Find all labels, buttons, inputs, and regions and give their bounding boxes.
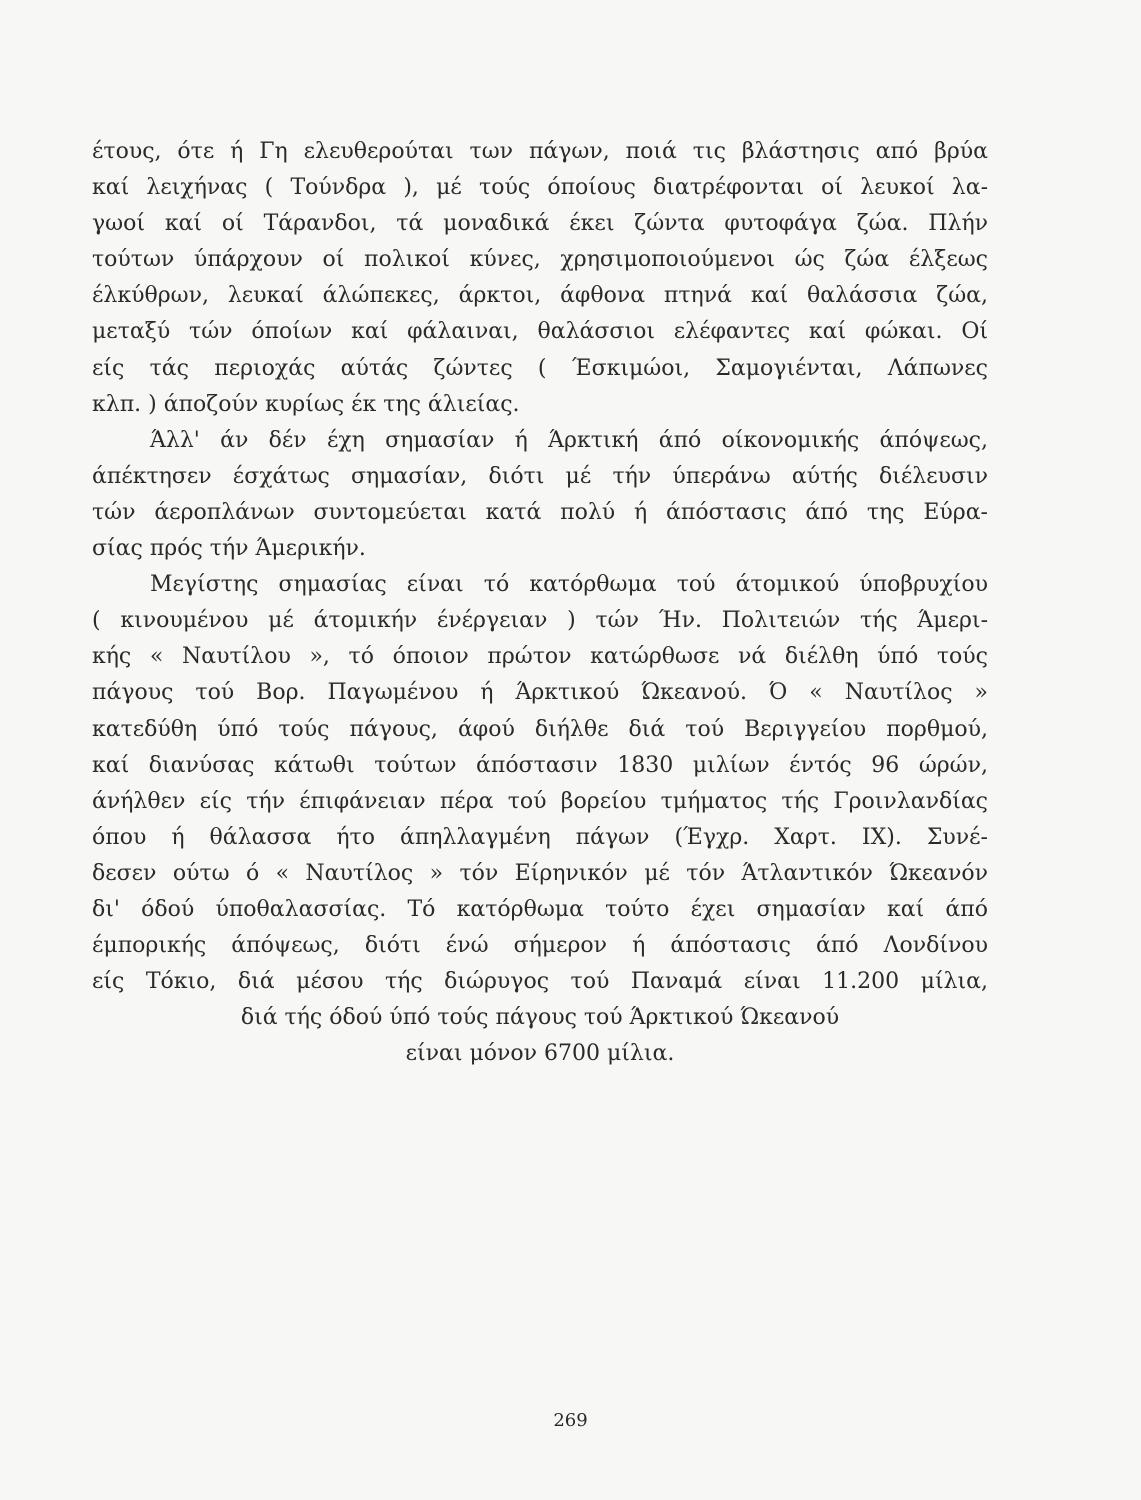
text-line: γωοί καί οί Τάρανδοι, τά μοναδικά έκει ζώντα φυτοφάγα ζώα. Πλήν [92, 211, 988, 237]
text-line: κλπ. ) άποζούν κυρίως έκ της άλιείας. [92, 391, 520, 417]
text-line: άνήλθεν είς τήν έπιφάνειαν πέρα τού βορείου τμήματος τής Γροινλανδίας [92, 788, 988, 814]
text-line: τούτων ύπάρχουν οί πολικοί κύνες, χρησιμοποιούμενοι ώς ζώα έλξεως [92, 247, 988, 273]
text-line: σίας πρός τήν Άμερικήν. [92, 536, 366, 562]
text-line: δεσεν ούτω ό « Ναυτίλος » τόν Είρηνικόν μέ τόν Άτλαντικόν Ώκεανόν [92, 860, 988, 886]
text-line: είναι μόνον 6700 μίλια. [405, 1041, 675, 1067]
text-line: είς Τόκιο, διά μέσου τής διώρυγος τού Παναμά είναι 11.200 μίλια, [92, 969, 988, 995]
text-line: ( κινουμένου μέ άτομικήν ένέργειαν ) τών Ήν. Πολιτειών τής Άμερι- [92, 608, 988, 634]
text-line: δι' όδού ύποθαλασσίας. Τό κατόρθωμα τούτο έχει σημασίαν καί άπό [92, 896, 988, 922]
text-line: κής « Ναυτίλου », τό όποιον πρώτον κατώρθωσε νά διέλθη ύπό τούς [92, 644, 988, 670]
body-text [92, 134, 988, 1072]
text-line: κατεδύθη ύπό τούς πάγους, άφού διήλθε διά τού Βεριγγείου πορθμού, [92, 716, 988, 742]
text-line: καί διανύσας κάτωθι τούτων άπόστασιν 1830 μιλίων έντός 96 ώρών, [92, 752, 988, 778]
text-line: όπου ή θάλασσα ήτο άπηλλαγμένη πάγων (Έγχρ. Χαρτ. ΙΧ). Συνέ- [92, 824, 988, 850]
text-line: μεταξύ τών όποίων καί φάλαιναι, θαλάσσιοι ελέφαντες καί φώκαι. Οί [92, 319, 988, 345]
text-line: είς τάς περιοχάς αύτάς ζώντες ( Έσκιμώοι, Σαμογιένται, Λάπωνες [92, 355, 988, 381]
text-line: έλκύθρων, λευκαί άλώπεκες, άρκτοι, άφθονα πτηνά καί θαλάσσια ζώα, [92, 283, 988, 309]
text-line: έμπορικής άπόψεως, διότι ένώ σήμερον ή άπόστασις άπό Λονδίνου [92, 933, 988, 959]
text-line: διά τής όδού ύπό τούς πάγους τού Άρκτικού Ώκεανού [240, 1005, 840, 1031]
text-line: άπέκτησεν έσχάτως σημασίαν, διότι μέ τήν ύπεράνω αύτής διέλευσιν [92, 463, 988, 489]
text-line: τών άεροπλάνων συντομεύεται κατά πολύ ή άπόστασις άπό της Εύρα- [92, 499, 988, 525]
text-line: έτους, ότε ή Γη ελευθερούται των πάγων, ποιά τις βλάστησις από βρύα [92, 139, 988, 164]
text-line: Άλλ' άν δέν έχη σημασίαν ή Άρκτική άπό οίκονομικής άπόψεως, [150, 427, 988, 453]
text-line: καί λειχήνας ( Τούνδρα ), μέ τούς όποίους διατρέφονται οί λευκοί λα- [92, 175, 988, 201]
page-number: 269 [553, 1410, 588, 1431]
text-line: πάγους τού Βορ. Παγωμένου ή Άρκτικού Ώκεανού. Ό « Ναυτίλος » [92, 680, 988, 706]
text-line: Μεγίστης σημασίας είναι τό κατόρθωμα τού άτομικού ύποβρυχίου [150, 572, 988, 598]
